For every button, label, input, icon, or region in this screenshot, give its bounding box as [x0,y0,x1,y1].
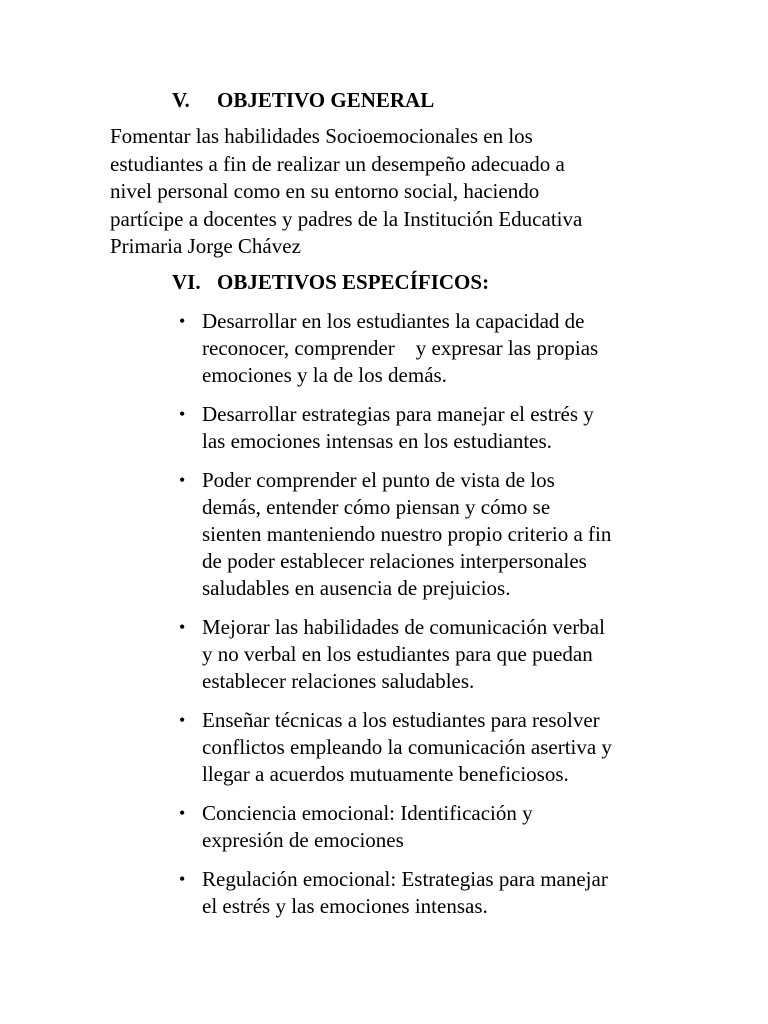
list-item [178,467,698,602]
general-objective-paragraph [110,123,670,261]
section-vi-title: OBJETIVOS ESPECÍFICOS: [217,270,490,294]
bullet-icon: • [179,710,186,730]
paragraph-line: Primaria Jorge Chávez [110,234,301,258]
list-item [178,800,698,854]
list-item-line: saludables en ausencia de prejuicios. [202,576,511,600]
list-item-line: demás, entender cómo piensan y cómo se [202,495,551,519]
specific-objectives-list [178,308,698,932]
bullet-icon: • [179,470,186,490]
list-item-line: conflictos empleando la comunicación asertiva y [202,735,612,759]
list-item [178,707,698,788]
list-item-line: llegar a acuerdos mutuamente beneficiosos. [202,762,569,786]
paragraph-line: estudiantes a fin de realizar un desempeño adecuado a [110,151,565,176]
list-item-line: las emociones intensas en los estudiantes. [202,429,552,453]
bullet-icon: • [179,869,186,889]
list-item-line: Conciencia emocional: Identificación y [202,801,533,825]
list-item-line: establecer relaciones saludables. [202,669,475,693]
list-item-line: reconocer, comprender y expresar las propias [202,336,599,360]
list-item [178,866,698,920]
section-v-number: V. [172,88,190,112]
section-v-title: OBJETIVO GENERAL [217,88,435,112]
list-item-line: expresión de emociones [202,828,404,852]
bullet-icon: • [179,617,186,637]
bullet-icon: • [179,803,186,823]
section-v-heading [172,88,434,112]
list-item-line: Desarrollar en los estudiantes la capacidad de [202,309,585,333]
list-item-line: Regulación emocional: Estrategias para manejar [202,867,608,891]
list-item-line: de poder establecer relaciones interpersonales [202,549,587,573]
section-vi-number: VI. [172,270,201,294]
list-item [178,308,698,389]
list-item-line: Poder comprender el punto de vista de los [202,468,555,492]
list-item-line: Mejorar las habilidades de comunicación verbal [202,615,605,639]
list-item-line: emociones y la de los demás. [202,363,447,387]
bullet-icon: • [179,311,186,331]
list-item-line: sienten manteniendo nuestro propio criterio a fin [202,522,612,546]
list-item-line: y no verbal en los estudiantes para que puedan [202,642,593,666]
paragraph-line: nivel personal como en su entorno social, haciendo [110,179,540,203]
section-vi-heading [172,270,489,294]
list-item [178,614,698,695]
list-item-line: Enseñar técnicas a los estudiantes para resolver [202,708,600,732]
bullet-icon: • [179,404,186,424]
paragraph-line: partícipe a docentes y padres de la Institución Educativa [110,206,583,231]
list-item-line: Desarrollar estrategias para manejar el estrés y [202,402,594,426]
list-item-line: el estrés y las emociones intensas. [202,894,488,918]
paragraph-line: Fomentar las habilidades Socioemocionales en los [110,124,533,148]
list-item [178,401,698,455]
